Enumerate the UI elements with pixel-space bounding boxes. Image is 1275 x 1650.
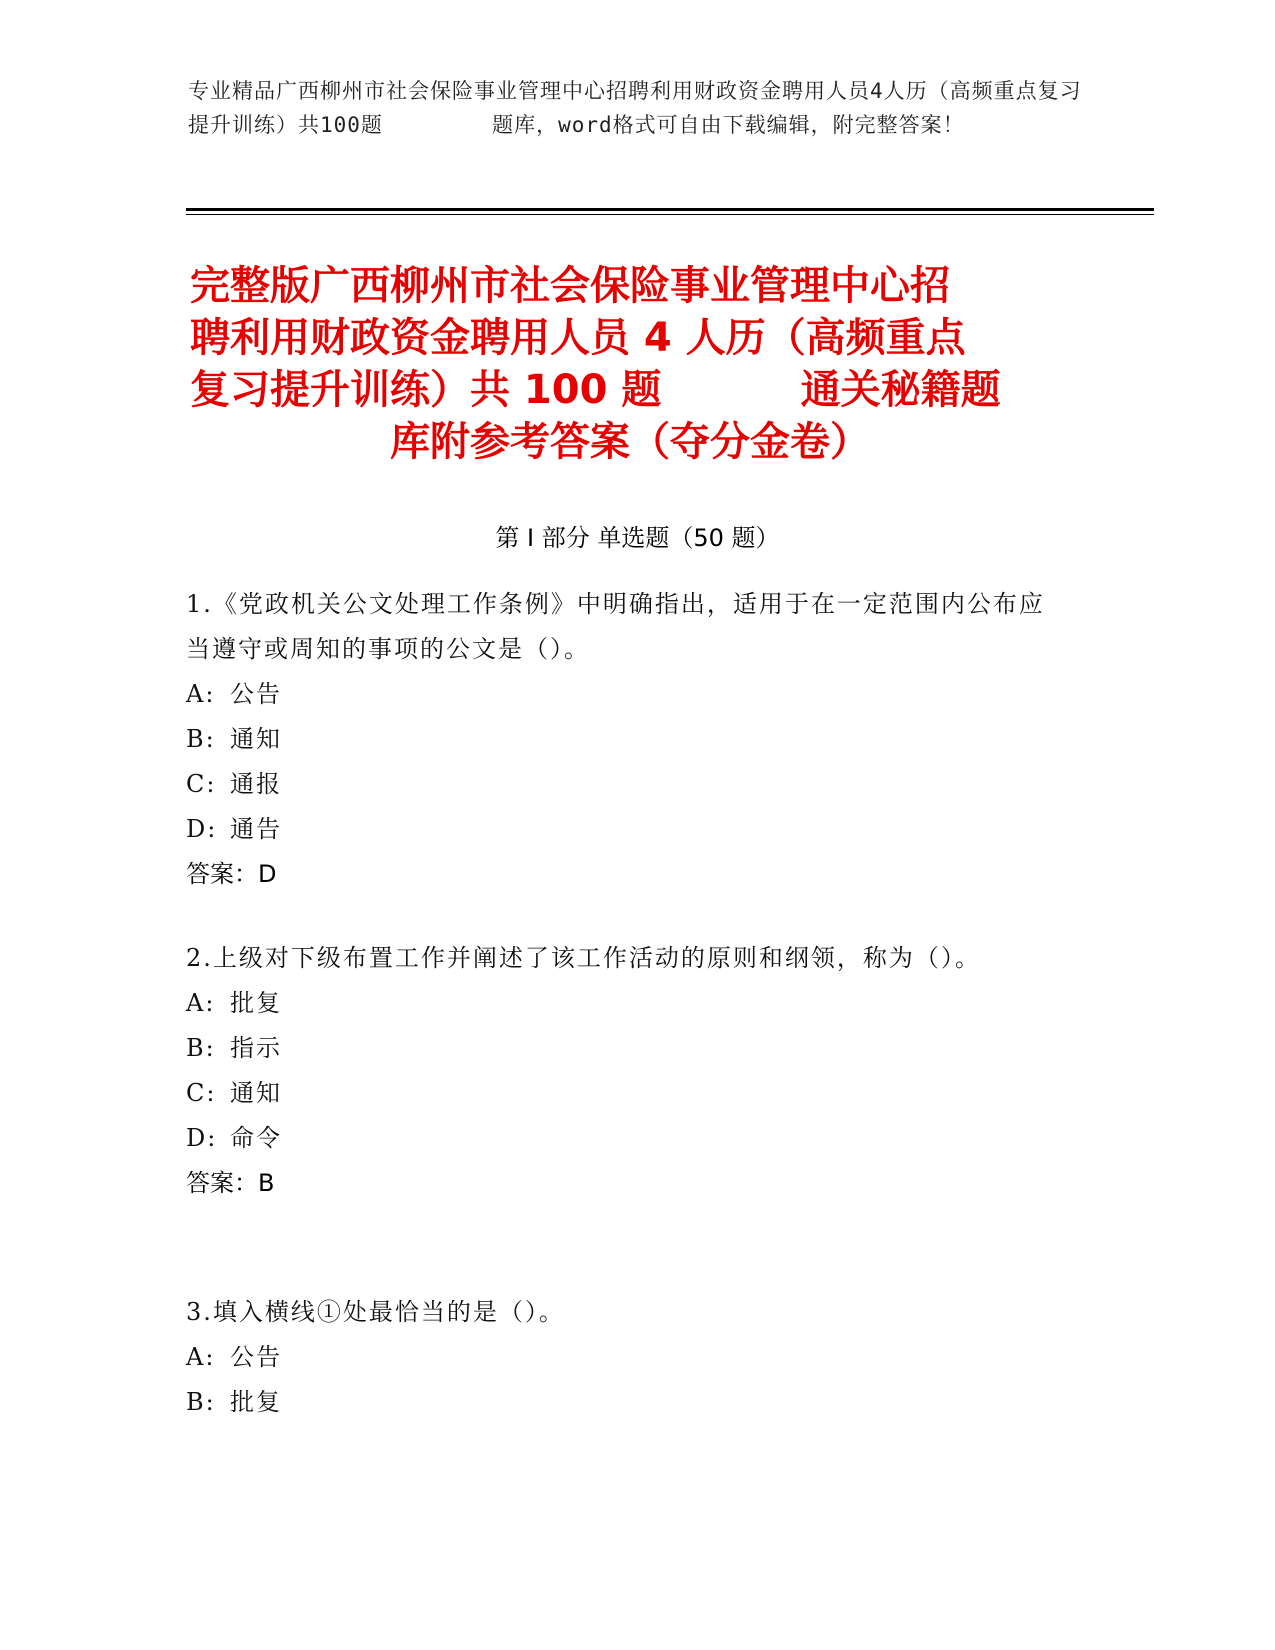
option-a bbox=[186, 981, 1066, 1026]
option-key: D: bbox=[186, 815, 218, 843]
option-text: 通告 bbox=[230, 815, 282, 843]
question-3 bbox=[186, 1290, 1066, 1425]
option-d bbox=[186, 1116, 1066, 1161]
document-title bbox=[190, 260, 1070, 468]
option-text: 公告 bbox=[230, 1343, 282, 1371]
question-text: 1.《党政机关公文处理工作条例》中明确指出，适用于在一定范围内公布应当遵守或周知的事项的公文是（）。 bbox=[186, 590, 1045, 663]
title-line-1: 完整版广西柳州市社会保险事业管理中心招 bbox=[190, 263, 950, 309]
option-key: C: bbox=[186, 770, 217, 798]
option-key: A: bbox=[186, 680, 216, 708]
title-line-3: 复习提升训练）共 100 题 通关秘籍题 bbox=[190, 367, 1001, 413]
option-text: 命令 bbox=[230, 1124, 282, 1152]
option-text: 批复 bbox=[230, 989, 282, 1017]
question-1 bbox=[186, 582, 1066, 897]
header-divider-thick bbox=[186, 208, 1154, 211]
option-text: 批复 bbox=[230, 1388, 282, 1416]
option-key: D: bbox=[186, 1124, 218, 1152]
option-text: 公告 bbox=[230, 680, 282, 708]
option-b bbox=[186, 717, 1066, 762]
title-line-2: 聘利用财政资金聘用人员 4 人历（高频重点 bbox=[190, 315, 966, 361]
option-key: C: bbox=[186, 1079, 217, 1107]
option-text: 指示 bbox=[230, 1034, 282, 1062]
question-2 bbox=[186, 936, 1066, 1206]
option-b bbox=[186, 1026, 1066, 1071]
option-key: B: bbox=[186, 1388, 216, 1416]
section-title: 第 I 部分 单选题（50 题） bbox=[495, 524, 780, 552]
document-header: 专业精品广西柳州市社会保险事业管理中心招聘利用财政资金聘用人员4人历（高频重点复习提升训练）共100题 题库，word格式可自由下载编辑，附完整答案！ bbox=[188, 79, 1082, 137]
option-b bbox=[186, 1380, 1066, 1425]
option-text: 通知 bbox=[230, 1079, 282, 1107]
option-c bbox=[186, 1071, 1066, 1116]
option-c bbox=[186, 762, 1066, 807]
option-text: 通知 bbox=[230, 725, 282, 753]
question-text: 3.填入横线①处最恰当的是（）。 bbox=[186, 1298, 565, 1326]
option-key: A: bbox=[186, 989, 216, 1017]
title-line-4: 库附参考答案（夺分金卷） bbox=[390, 419, 870, 465]
option-key: A: bbox=[186, 1343, 216, 1371]
answer-line: 答案：D bbox=[186, 860, 277, 888]
header-divider-thin bbox=[186, 214, 1154, 215]
option-key: B: bbox=[186, 725, 216, 753]
option-a bbox=[186, 672, 1066, 717]
option-key: B: bbox=[186, 1034, 216, 1062]
answer-line: 答案：B bbox=[186, 1169, 275, 1197]
option-a bbox=[186, 1335, 1066, 1380]
option-text: 通报 bbox=[230, 770, 282, 798]
question-text: 2.上级对下级布置工作并阐述了该工作活动的原则和纲领，称为（）。 bbox=[186, 944, 981, 972]
option-d bbox=[186, 807, 1066, 852]
